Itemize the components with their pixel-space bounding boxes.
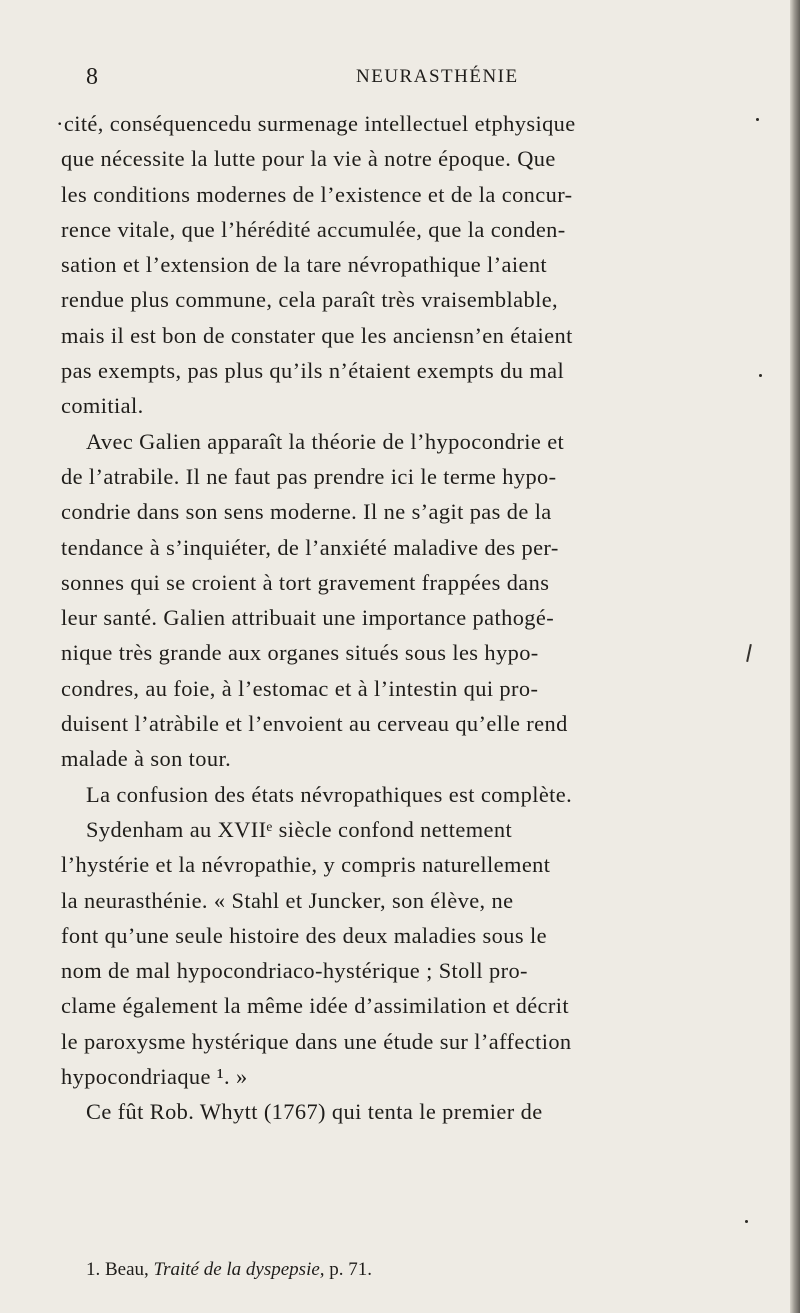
text-line: Sydenham au XVIIᵉ siècle confond nettement [86,816,513,842]
text-line: condres, au foie, à l’estomac et à l’intestin qui pro- [61,675,539,701]
text-line: clame également la même idée d’assimilation et décrit [61,993,569,1019]
text-line: tendance à s’inquiéter, de l’anxiété maladive des per- [61,534,559,560]
text-line: pas exempts, pas plus qu’ils n’étaient exempts du mal [61,358,565,384]
page-number: 8 [86,64,98,90]
text-line: duisent l’atràbile et l’envoient au cerveau qu’elle rend [61,711,568,737]
text-line: nique très grande aux organes situés sous les hypo- [61,640,539,666]
main-text [56,106,736,1130]
text-line: ·cité, conséquencedu surmenage intellectuel etphysique [56,111,576,136]
ink-speck [745,1220,748,1223]
text-line: de l’atrabile. Il ne faut pas prendre ici le terme hypo- [61,463,557,489]
text-line: sation et l’extension de la tare névropathique l’aient [61,252,548,278]
footnote-title: Traité de la dyspepsie, [153,1259,325,1280]
page-header [86,62,686,92]
text-line: font qu’une seule histoire des deux maladies sous le [61,922,547,948]
footnote-number: 1. [86,1259,101,1280]
paragraph-start-line: La confusion des états névropathiques est complète. [86,781,573,807]
paragraph-start-line: Avec Galien apparaît la théorie de l’hypocondrie et [86,428,565,454]
text-line: malade à son tour. [61,746,232,772]
text-line: rendue plus commune, cela paraît très vraisemblable, [61,287,559,313]
text-line: les conditions modernes de l’existence et de la concur- [61,181,573,207]
text-line: que nécessite la lutte pour la vie à notre époque. Que [61,146,556,172]
footnote-author: Beau, [105,1259,149,1280]
ink-speck [759,374,762,377]
text-line: leur santé. Galien attribuait une importance pathogé- [61,605,555,631]
text-line: nom de mal hypocondriaco-hystérique ; Stoll pro- [61,958,528,984]
ink-speck [756,118,759,121]
text-line: la neurasthénie. « Stahl et Juncker, son élève, ne [61,887,514,913]
footnote [86,1258,372,1282]
text-line: mais il est bon de constater que les anciensn’en étaient [61,322,573,348]
paragraph-start-line: Ce fût Rob. Whytt (1767) qui tenta le premier de [86,1099,543,1125]
margin-mark [746,644,752,662]
text-line: l’hystérie et la névropathie, y compris naturellement [61,852,551,878]
text-line: le paroxysme hystérique dans une étude sur l’affection [61,1028,572,1054]
running-title: NEURASTHÉNIE [356,66,519,87]
footnote-page: p. 71. [329,1259,373,1280]
text-line: sonnes qui se croient à tort gravement frappées dans [61,569,550,595]
text-line: hypocondriaque ¹. » [61,1064,248,1090]
text-line: condrie dans son sens moderne. Il ne s’agit pas de la [61,499,552,525]
page-edge-shadow [790,0,800,1313]
text-line: rence vitale, que l’hérédité accumulée, que la conden- [61,216,566,242]
text-line: comitial. [61,393,144,419]
